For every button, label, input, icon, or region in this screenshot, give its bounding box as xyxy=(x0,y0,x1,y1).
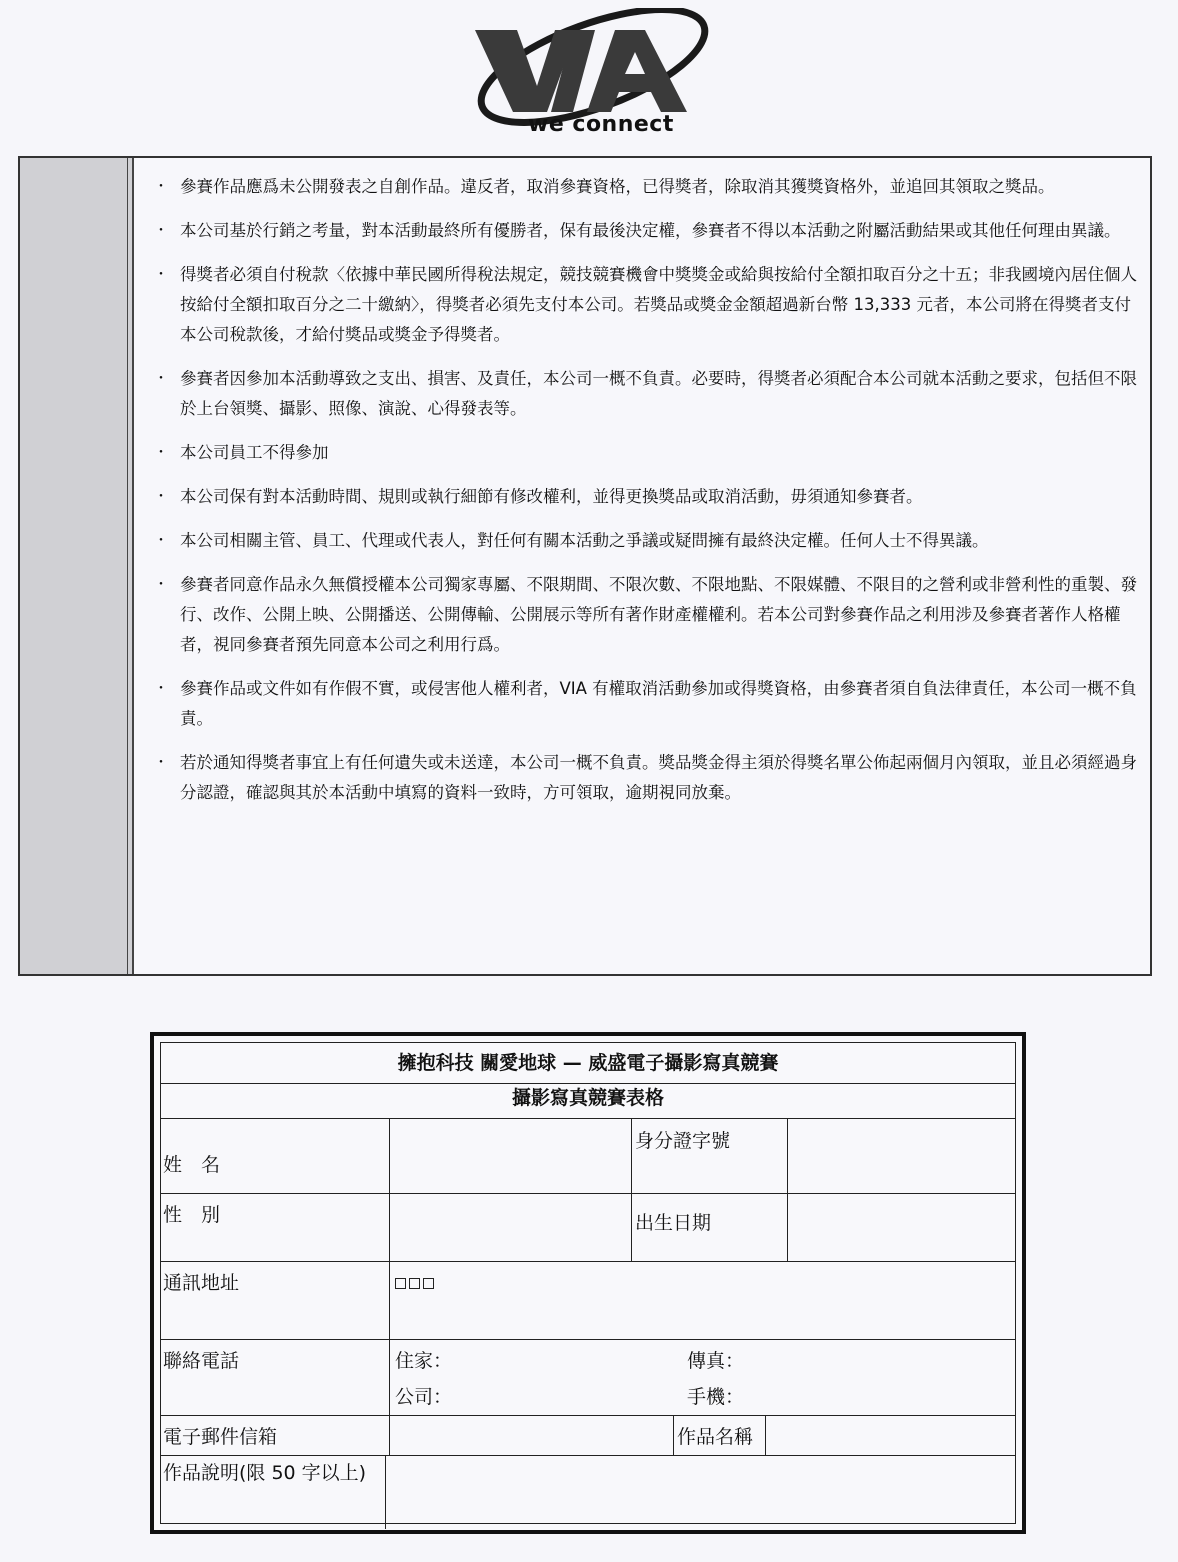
gender-label: 性 別 xyxy=(163,1204,221,1226)
list-item: ・ 本公司員工不得參加 xyxy=(148,438,1144,468)
list-item: ・ 參賽作品或文件如有作假不實，或侵害他人權利者，VIA 有權取消活動參加或得獎資格，由參賽者須自負法律責任，本公司一概不負責。 xyxy=(148,674,1144,734)
grid-line xyxy=(765,1415,766,1455)
grid-line xyxy=(161,1339,1015,1340)
home-phone-label: 住家： xyxy=(395,1350,453,1372)
birth-date-label: 出生日期 xyxy=(635,1212,712,1234)
bullet-icon: ・ xyxy=(154,533,168,549)
bullet-icon: ・ xyxy=(154,681,168,697)
office-phone-label: 公司： xyxy=(395,1386,453,1408)
gender-field[interactable] xyxy=(391,1195,629,1259)
grid-line xyxy=(161,1261,1015,1262)
work-title-label: 作品名稱 xyxy=(677,1426,754,1448)
list-item: ・ 得獎者必須自付稅款〈依據中華民國所得稅法規定，競技競賽機會中獎獎金或給與按給付全額扣取百分之十五；非我國境內居住個人按給付全額扣取百分之二十繳納〉，得獎者必須先支付本公司。若獎品或獎金金額超過新台幣 13,333 元者，本公司將在得獎者支付本公司稅款後，才給付獎品或獎金予得獎者。 xyxy=(148,260,1144,350)
entry-form xyxy=(150,1032,1026,1534)
list-item: ・ 本公司相關主管、員工、代理或代表人，對任何有關本活動之爭議或疑問擁有最終決定權。任何人士不得異議。 xyxy=(148,526,1144,556)
grid-line xyxy=(161,1455,1015,1456)
rules-sidebar xyxy=(20,158,134,974)
work-title-field[interactable] xyxy=(767,1417,1015,1453)
grid-line xyxy=(161,1083,1015,1084)
bullet-icon: ・ xyxy=(154,445,168,461)
bullet-icon: ・ xyxy=(154,755,168,771)
id-number-label: 身分證字號 xyxy=(635,1130,731,1152)
form-subtitle: 攝影寫真競賽表格 xyxy=(511,1087,664,1109)
list-item: ・ 參賽者因參加本活動導致之支出、損害、及責任，本公司一概不負責。必要時，得獎者必須配合本公司就本活動之要求，包括但不限於上台領獎、攝影、照像、演說、心得發表等。 xyxy=(148,364,1144,424)
description-field[interactable] xyxy=(387,1457,1015,1523)
description-label: 作品說明(限 50 字以上) xyxy=(163,1462,367,1484)
birth-date-field[interactable] xyxy=(789,1195,1015,1259)
bullet-icon: ・ xyxy=(154,577,168,593)
bullet-icon: ・ xyxy=(154,371,168,387)
bullet-icon: ・ xyxy=(154,223,168,239)
mobile-label: 手機： xyxy=(687,1386,745,1408)
grid-line xyxy=(161,1193,1015,1194)
name-field[interactable] xyxy=(391,1120,629,1191)
name-label: 姓 名 xyxy=(163,1154,221,1176)
grid-line xyxy=(787,1118,788,1261)
grid-line xyxy=(673,1415,674,1455)
list-item: ・ 本公司保有對本活動時間、規則或執行細節有修改權利，並得更換獎品或取消活動，毋須通知參賽者。 xyxy=(148,482,1144,512)
rules-list xyxy=(148,172,1144,822)
postal-code-box xyxy=(409,1278,420,1289)
postal-code-box xyxy=(395,1278,406,1289)
postal-code-boxes[interactable] xyxy=(395,1271,437,1295)
rules-panel xyxy=(18,156,1152,976)
bullet-icon: ・ xyxy=(154,489,168,505)
fax-label: 傳真： xyxy=(687,1350,745,1372)
grid-line xyxy=(161,1118,1015,1119)
postal-code-box xyxy=(423,1278,434,1289)
email-field[interactable] xyxy=(391,1417,671,1453)
logo-tagline: we connect xyxy=(528,112,674,137)
phone-label: 聯絡電話 xyxy=(163,1350,240,1372)
grid-line xyxy=(385,1455,386,1529)
address-label: 通訊地址 xyxy=(163,1272,240,1294)
grid-line xyxy=(389,1118,390,1455)
list-item: ・ 若於通知得獎者事宜上有任何遺失或未送達，本公司一概不負責。獎品獎金得主須於得獎名單公佈起兩個月內領取，並且必須經過身分認證，確認與其於本活動中填寫的資料一致時，方可領取，逾期視同放棄。 xyxy=(148,748,1144,808)
id-number-field[interactable] xyxy=(789,1120,1015,1191)
list-item: ・ 參賽作品應爲未公開發表之自創作品。違反者，取消參賽資格，已得獎者，除取消其獲獎資格外，並追回其領取之獎品。 xyxy=(148,172,1144,202)
email-label: 電子郵件信箱 xyxy=(163,1426,278,1448)
list-item: ・ 參賽者同意作品永久無償授權本公司獨家專屬、不限期間、不限次數、不限地點、不限媒體、不限目的之營利或非營利性的重製、發行、改作、公開上映、公開播送、公開傳輸、公開展示等所有著作財產權權利。若本公司對參賽作品之利用涉及參賽者著作人格權者，視同參賽者預先同意本公司之利用行爲。 xyxy=(148,570,1144,660)
grid-line xyxy=(161,1415,1015,1416)
list-item: ・ 本公司基於行銷之考量，對本活動最終所有優勝者，保有最後決定權，參賽者不得以本活動之附屬活動結果或其他任何理由異議。 xyxy=(148,216,1144,246)
entry-form-grid xyxy=(160,1042,1016,1524)
grid-line xyxy=(631,1118,632,1261)
bullet-icon: ・ xyxy=(154,179,168,195)
bullet-icon: ・ xyxy=(154,267,168,283)
form-title: 擁抱科技 關愛地球 — 威盛電子攝影寫真競賽 xyxy=(397,1052,779,1074)
